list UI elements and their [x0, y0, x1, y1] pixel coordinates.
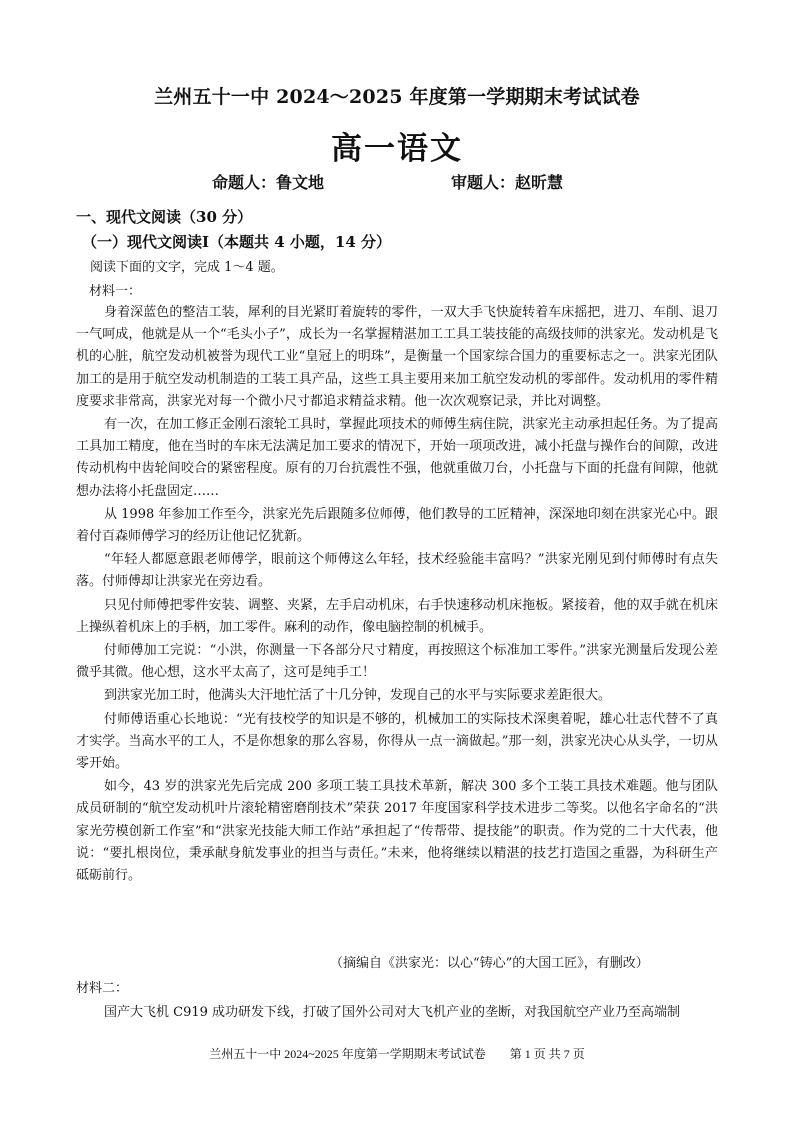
reading-instruction: 阅读下面的文字，完成 1～4 题。 [90, 260, 284, 275]
paragraph: 只见付师傅把零件安装、调整、夹紧，左手启动机床，右手快速移动机床拖板。紧接着，他的双手就在机床上操纵着机床上的手柄，加工零件。麻利的动作，像电脑控制的机械手。 [76, 597, 718, 635]
subsection-heading: （一）现代文阅读Ⅰ（本题共 4 小题，14 分） [82, 233, 391, 251]
source-citation: （摘编自《洪家光：以心“铸心”的大国工匠》，有删改） [330, 956, 649, 971]
section-heading: 一、现代文阅读（30 分） [76, 208, 253, 226]
material-one-body [76, 302, 718, 888]
material-two-label: 材料二： [76, 981, 129, 996]
paragraph: 如今，43 岁的洪家光先后完成 200 多项工装工具技术革新，解决 300 多个工装工具技术难题。他与团队成员研制的“航空发动机叶片滚轮精密磨削技术”荣获 2017 年度国家科学技术进步二等奖。以他名字命名的“洪家光劳模创新工作室”和“洪家光技能大师工作站”承担起了“传帮带、提技能”的职责。作为党的二十大代表，他说：“要扎根岗位，秉承献身航发事业的担当与责任。”未来，他将继续以精湛的技艺打造国之重器，为科研生产砥砺前行。 [76, 779, 718, 884]
material-one-label: 材料一： [89, 284, 142, 299]
paragraph: 付师傅语重心长地说：“光有技校学的知识是不够的，机械加工的实际技术深奥着呢，雄心壮志代替不了真才实学。当高水平的工人，不是你想象的那么容易，你得从一点一滴做起。”那一刻，洪家光决心从头学，一切从零开始。 [76, 711, 718, 772]
paragraph: 付师傅加工完说：“小洪，你测量一下各部分尺寸精度，再按照这个标准加工零件。”洪家光测量后发现公差微乎其微。他心想，这水平太高了，这可是纯手工！ [76, 643, 718, 681]
page-footer: 兰州五十一中 2024~2025 年度第一学期期末考试试卷 第 1 页 共 7 页 [209, 1047, 585, 1061]
question-reviewer: 审题人：赵昕慧 [451, 173, 564, 192]
material-two-first-line: 国产大飞机 C919 成功研发下线，打破了国外公司对大飞机产业的垄断，对我国航空产业乃至高端制 [104, 1005, 681, 1020]
paragraph: “年轻人都愿意跟老师傅学，眼前这个师傅这么年轻，技术经验能丰富吗？”洪家光刚见到付师傅时有点失落。付师傅却让洪家光在旁边看。 [76, 552, 718, 590]
paragraph: 从 1998 年参加工作至今，洪家光先后跟随多位师傅，他们教导的工匠精神，深深地印刻在洪家光心中。跟着付百森师傅学习的经历让他记忆犹新。 [76, 506, 718, 545]
exam-title: 兰州五十一中 2024～2025 年度第一学期期末考试试卷 [154, 86, 640, 108]
paragraph: 有一次，在加工修正金刚石滚轮工具时，掌握此项技术的师傅生病住院，洪家光主动承担起任务。为了提高工具加工精度，他在当时的车床无法满足加工要求的情况下，开始一项项改进，减小托盘与操作台的间隙，改进传动机构中齿轮间咬合的紧密程度。原有的刀台抗震性不强，他就重做刀台，小托盘与下面的托盘有间隙，他就想办法将小托盘固定…… [76, 417, 718, 499]
subject-title: 高一语文 [331, 131, 463, 167]
paragraph: 身着深蓝色的整洁工装，犀利的目光紧盯着旋转的零件，一双大手飞快旋转着车床摇把，进刀、车削、退刀一气呵成，他就是从一个“毛头小子”，成长为一名掌握精湛加工工具工装技能的高级技师的洪家光。发动机是飞机的心脏，航空发动机被誉为现代工业“皇冠上的明珠”，是衡量一个国家综合国力的重要标志之一。洪家光团队加工的是用于航空发动机制造的工装工具产品，这些工具主要用来加工航空发动机的零部件。发动机用的零件精度要求非常高，洪家光对每一个微小尺寸都追求精益求精。他一次次观察记录，并比对调整。 [76, 305, 718, 409]
paragraph: 到洪家光加工时，他满头大汗地忙活了十几分钟，发现自己的水平与实际要求差距很大。 [104, 688, 612, 704]
question-setter: 命题人：鲁文地 [212, 173, 325, 192]
